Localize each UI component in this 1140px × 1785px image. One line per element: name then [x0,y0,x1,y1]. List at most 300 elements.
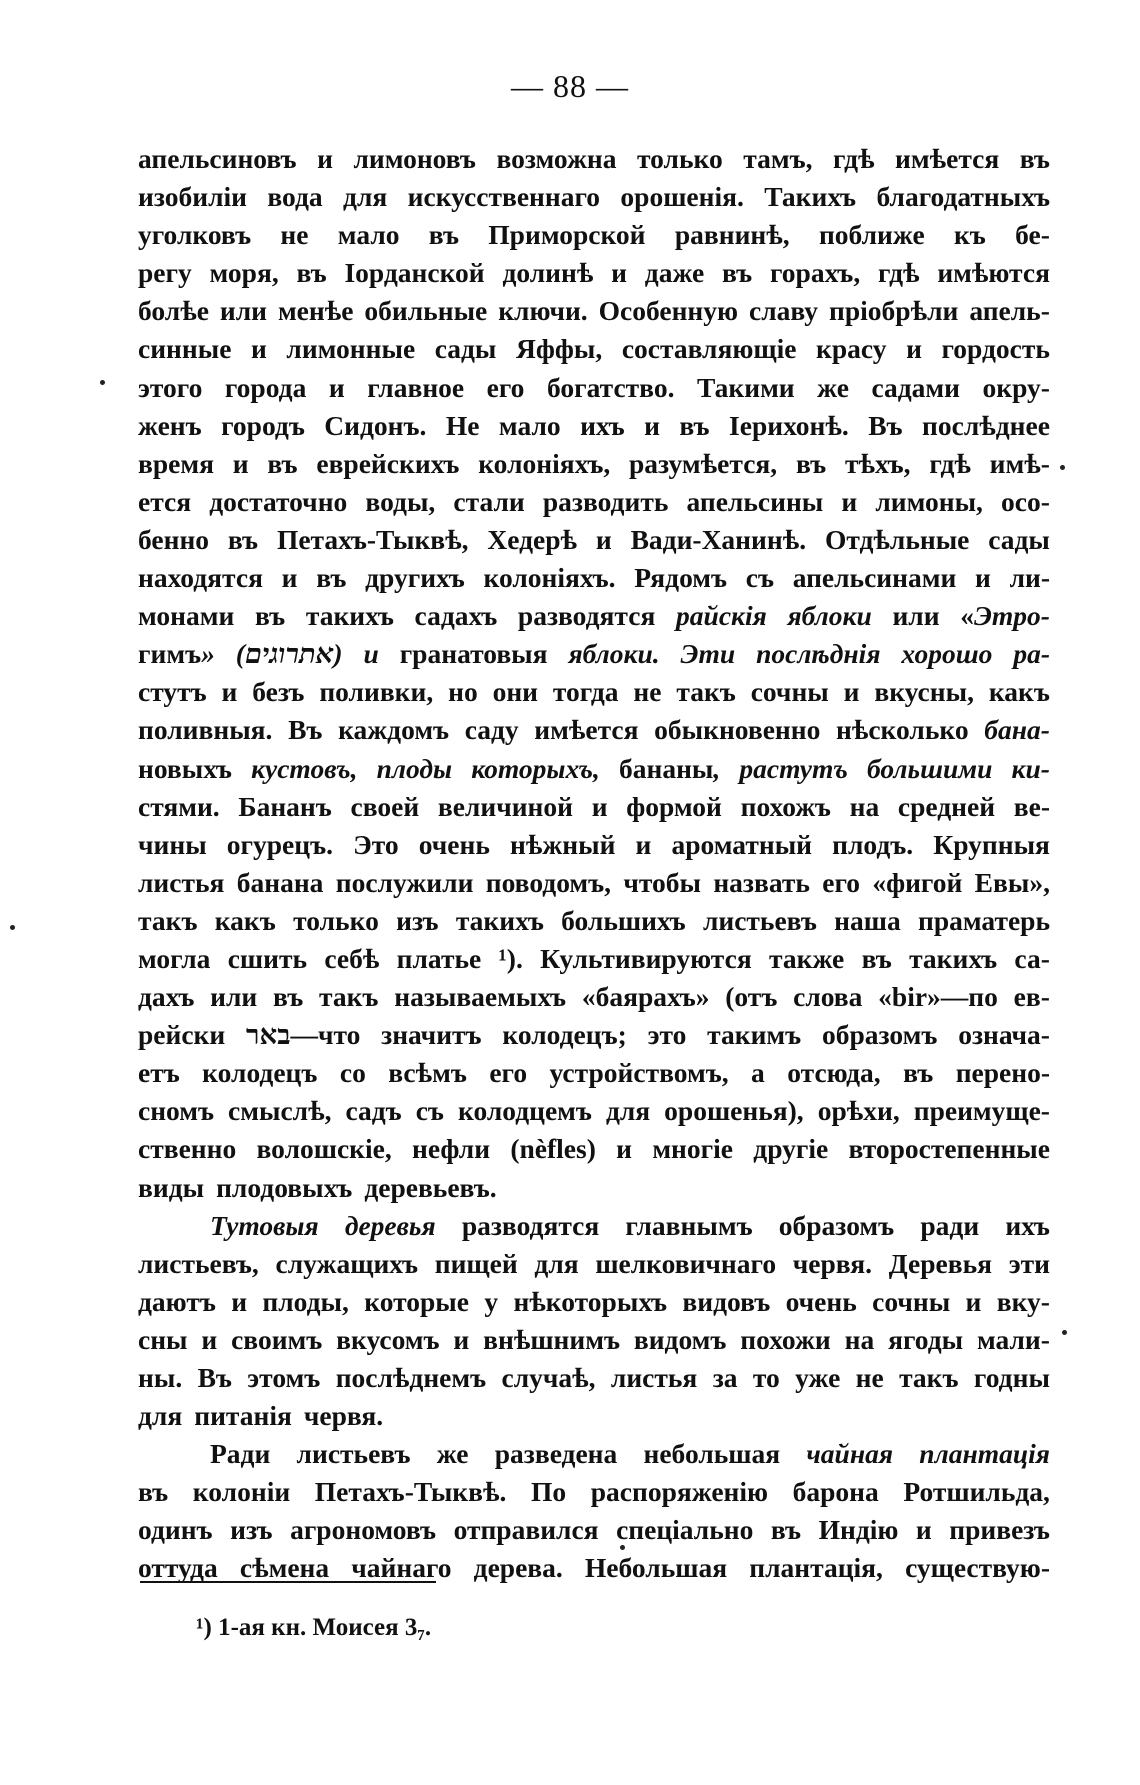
word: бенно [138,523,210,555]
word: у [484,1285,499,1317]
word: нѣжный [509,828,616,860]
word: годны [973,1362,1050,1393]
word: или [892,600,940,632]
word: со [339,1057,366,1089]
text-line [138,483,1050,521]
word: главное [367,371,465,403]
page-number: — 88 — [511,68,629,104]
word: же [817,371,849,403]
word: имѣ- [989,447,1050,479]
word: также [769,942,845,974]
word: огурецъ. [226,828,334,860]
word: достаточно [209,485,348,517]
text-line [138,826,1050,864]
word: они [492,676,539,708]
word: орошенья), [664,1095,804,1127]
word: апельсинами [792,562,957,594]
word: Въ [288,714,323,746]
word: наша [834,904,901,936]
word: Ради [210,1438,271,1470]
word: новыхъ [138,752,232,784]
word: Такихъ [764,181,857,213]
word: образомъ [821,1019,938,1051]
word: ихъ [580,409,625,441]
word: въ [227,523,259,555]
word: ки- [1011,752,1050,784]
word: растутъ [739,752,848,784]
word: съ [745,562,774,594]
text-line [138,1245,1050,1283]
word: гордость [941,333,1050,365]
word: (אתרוגים) [235,638,343,670]
word: райскія [676,600,767,632]
word: барона [792,1476,879,1508]
word: «фигой [872,866,963,898]
word: въ [903,1057,934,1089]
text-line [138,140,1050,178]
text-line [138,788,1050,826]
text-line [138,369,1050,407]
word: такъ [318,981,379,1013]
word: и [843,676,860,708]
word: нефли [412,1133,491,1165]
word: находятся [138,562,263,594]
text-line [138,1359,1050,1397]
word: воды, [365,485,436,517]
word: которыхъ, [471,752,600,784]
text-line [138,1435,1050,1473]
word: бе- [1015,219,1050,251]
word: въ [770,1514,802,1546]
word: небольшая [643,1438,781,1470]
word: его [489,1057,528,1089]
word: распоряженію [590,1476,769,1508]
word: богатство. [546,371,675,403]
word: Деревья [888,1247,992,1279]
word: ра- [1013,638,1050,670]
word: разумѣется, [629,447,778,479]
word: и [644,409,660,441]
word: а [751,1057,765,1089]
word: листьевъ [702,904,817,936]
word: и [232,447,249,479]
word: другіе [753,1133,829,1165]
word: и [231,1285,248,1317]
word: рейски [138,1019,226,1051]
word: разводятся [461,1209,600,1241]
word: возможна [496,143,617,174]
word: не [280,219,309,251]
word: Эти [680,638,736,670]
word: большими [866,752,993,784]
word: въ [722,257,753,289]
word: изъ [396,904,439,936]
text-line [138,1054,1050,1092]
word: же [436,1438,469,1470]
text-line [138,978,1050,1016]
word: колодецъ [202,1057,318,1089]
word: какъ [988,676,1050,708]
word: «Этро- [960,600,1050,632]
word: ев- [1013,981,1050,1013]
word: видомъ [633,1323,727,1355]
word: и [915,1514,932,1546]
word: и [975,562,991,594]
word: и [841,485,858,517]
word: но [448,676,478,708]
text-line [138,1511,1050,1549]
word: Хедерѣ [487,523,578,555]
word: значитъ [381,1019,482,1051]
text-line [138,521,1050,559]
word: въ [795,447,827,479]
word: нѣкоторыхъ [513,1285,668,1317]
text-line [138,711,1050,749]
word: города [224,371,307,403]
word: кустовъ, [251,752,358,784]
word: Индію [818,1514,899,1546]
word: Такими [696,371,795,403]
word: чины [138,828,207,860]
word: Евы», [974,866,1050,898]
word: для [534,1247,579,1279]
word: Особенную [598,295,739,327]
word: менѣе [277,295,354,327]
word: Бананъ [238,790,332,822]
scan-speck [10,925,15,930]
word: регу [138,257,192,289]
word: на [849,790,880,822]
text-line [138,750,1050,788]
word: за [712,1362,738,1393]
word: сочны [872,1285,951,1317]
word: это [647,1019,687,1051]
word: садами [871,371,961,403]
word: ихъ [1005,1209,1050,1241]
word: въ [1019,143,1050,174]
word: равнинѣ, [674,219,790,251]
word: въ [254,600,286,632]
word: тѣхъ, [844,447,911,479]
word: сномъ [138,1095,215,1127]
word: даже [644,257,705,289]
word: для [343,181,388,213]
text-line [138,1169,1050,1207]
word: разводить [542,485,669,517]
word: Іерихонѣ. [729,409,849,441]
text-line [138,864,1050,902]
word: всѣмъ [388,1057,467,1089]
word: ¹). [498,942,523,974]
word: въ [138,1476,169,1508]
word: Петахъ-Тыквѣ, [276,523,469,555]
word: (nèfles) [510,1133,596,1165]
word: поливки, [319,676,434,708]
scan-speck [1062,1330,1067,1335]
word: смыслѣ, [228,1095,332,1127]
word: сочны [750,676,829,708]
word: составляющіе [621,333,797,365]
word: и [317,143,333,174]
word: или [210,981,258,1013]
word: одинъ [138,1514,213,1546]
word: еврейскихъ [316,447,460,479]
word: плоды [376,752,453,784]
word: Петахъ-Тыквѣ. [314,1476,507,1508]
text-line [138,292,1050,330]
word: апельсины [686,485,824,517]
word: многіе [652,1133,733,1165]
word: въ [273,981,304,1013]
word: апель- [969,295,1050,327]
word: яблоки. [568,638,660,670]
word: и [635,828,652,860]
word: плодъ. [832,828,914,860]
word: дерева. [473,1552,563,1584]
word: такихъ [455,904,544,936]
word: яблоки [787,600,872,632]
word: ради [920,1209,980,1241]
word: и [906,333,922,365]
word: безъ [252,676,305,708]
word: «баярахъ» [581,981,710,1013]
word: сады [434,333,497,365]
word: величиной [437,790,573,822]
word: этомъ [247,1362,321,1393]
word: чайнаго [351,1552,452,1584]
text-line [138,673,1050,711]
word: большихъ [561,904,686,936]
word: «bir»—по [878,981,998,1013]
word: городъ [221,409,305,441]
word: гдѣ [878,257,920,289]
word: своей [350,790,420,822]
word: обильные [364,295,488,327]
word: дахъ [138,981,195,1013]
word: даютъ [138,1285,216,1317]
word: устройствомъ, [549,1057,729,1089]
word: хорошо [901,638,993,670]
word: Крупныя [933,828,1050,860]
word: имѣется [534,714,639,746]
word: гимъ» [138,638,215,670]
text-line [138,445,1050,483]
word: и [595,523,612,555]
text-line [138,216,1050,254]
word: для [138,1400,183,1432]
word: садъ [345,1095,402,1127]
word: чайная [806,1438,894,1470]
word: этого [138,371,203,403]
word: изобиліи [138,181,247,213]
word: сны [138,1323,188,1355]
word: вкусомъ [336,1323,440,1355]
word: разведена [494,1438,618,1470]
word: мали- [976,1323,1050,1355]
word: красу [816,333,887,365]
word: главнымъ [625,1209,753,1241]
text-line [138,407,1050,445]
word: послѣднія [756,638,881,670]
text-line [138,1397,1050,1435]
word: ароматный [671,828,813,860]
word: садахъ [414,600,498,632]
word: Культивируются [540,942,752,974]
word: мало [498,409,561,441]
word: и [363,638,379,670]
word: и [281,562,298,594]
word: листьевъ, [138,1247,259,1279]
footnote-rule [140,1581,436,1583]
word: къ [953,219,986,251]
word: для [605,1095,651,1127]
word: болѣе [138,295,209,327]
word: которые [364,1285,469,1317]
word: Отдѣльные [824,523,970,555]
word: деревьевъ. [364,1171,497,1203]
word: похожъ [740,790,831,822]
word: банана [236,866,324,898]
word: червя. [792,1247,873,1279]
word: Приморской [488,219,646,251]
word: бананы, [618,752,721,784]
body-text [138,140,1050,1588]
word: разводятся [517,600,656,632]
word: плантація [919,1438,1050,1470]
scan-speck [1060,465,1065,470]
word: Яффы, [515,333,603,365]
word: другихъ [365,562,465,594]
footnote: ¹) 1-ая кн. Моисея 3₇. [196,1614,432,1641]
word: только [637,143,723,174]
word: существую- [905,1552,1050,1584]
word: каждомъ [338,714,450,746]
word: и [201,1323,218,1355]
word: ве- [1013,790,1050,822]
word: сшить [227,942,308,974]
word: Тутовыя [210,1209,319,1241]
word: синные [138,333,232,365]
word: такъ [138,904,198,936]
word: лимоны, [875,485,983,517]
word: באר—что [246,1019,361,1051]
word: не [855,1362,884,1393]
word: листья [138,866,225,898]
word: гдѣ [929,447,971,479]
word: перено- [955,1057,1050,1089]
word: видовъ [682,1285,771,1317]
word: такъ [676,676,736,708]
word: саду [464,714,519,746]
word: плантація, [749,1552,883,1584]
text-line [138,597,1050,635]
word: означа- [958,1019,1050,1051]
word: послужили [335,866,474,898]
word: послѣднее [922,409,1050,441]
word: въ [296,257,327,289]
word: его [822,866,860,898]
word: въ [267,447,298,479]
text-line [138,1473,1050,1511]
word: Сидонъ. [324,409,427,441]
word: имѣются [937,257,1050,289]
word: на [844,1323,875,1355]
word: изъ [230,1514,273,1546]
word: поближе [818,219,925,251]
word: гранатовыя [399,638,548,670]
word: листьевъ [296,1438,411,1470]
text-line [138,330,1050,368]
word: ственно [138,1133,237,1165]
word: служащихъ [275,1247,419,1279]
text-line [138,1016,1050,1054]
word: слова [793,981,863,1013]
text-line [138,1321,1050,1359]
word: колодцемъ [457,1095,592,1127]
word: своимъ [231,1323,323,1355]
word: имѣется [895,143,1000,174]
word: окру- [982,371,1050,403]
word: очень [418,828,490,860]
word: са- [1014,942,1050,974]
text-line [138,254,1050,292]
word: плоды, [262,1285,349,1317]
word: или [219,295,267,327]
word: Въ [868,409,903,441]
word: пищей [434,1247,518,1279]
word: лимоновъ [353,143,476,174]
word: Небольшая [584,1552,728,1584]
word: преимуще- [913,1095,1050,1127]
word: етъ [138,1057,180,1089]
word: колоніяхъ. [483,562,616,594]
word: въ [316,562,347,594]
text-line [138,1092,1050,1130]
word: тамъ, [743,143,813,174]
word: средней [897,790,996,822]
word: образомъ [778,1209,895,1241]
scan-speck [100,380,105,385]
word: По [530,1476,567,1508]
word: долинѣ [502,257,594,289]
word: вку- [996,1285,1050,1317]
word: Іорданской [344,257,485,289]
word: оттуда [138,1552,218,1584]
word: и [250,333,267,365]
word: нѣсколько [836,714,969,746]
word: отсюда, [787,1057,881,1089]
word: ется [138,485,192,517]
word: искусственнаго [407,181,601,213]
word: ны. [138,1362,183,1393]
word: похожи [740,1323,831,1355]
word: не [633,676,662,708]
word: колоніяхъ, [478,447,611,479]
text-line [138,1207,1050,1245]
word: волошскіе, [256,1133,392,1165]
word: сады [988,523,1050,555]
word: и [328,371,345,403]
word: случаѣ, [501,1362,596,1393]
word: и [221,676,238,708]
text-line [138,1130,1050,1168]
word: ягоды [888,1323,964,1355]
word: лимонные [286,333,416,365]
word: второстепенные [848,1133,1050,1165]
word: Вади-Ханинѣ. [630,523,807,555]
word: какъ [214,904,276,936]
word: называемыхъ [394,981,567,1013]
